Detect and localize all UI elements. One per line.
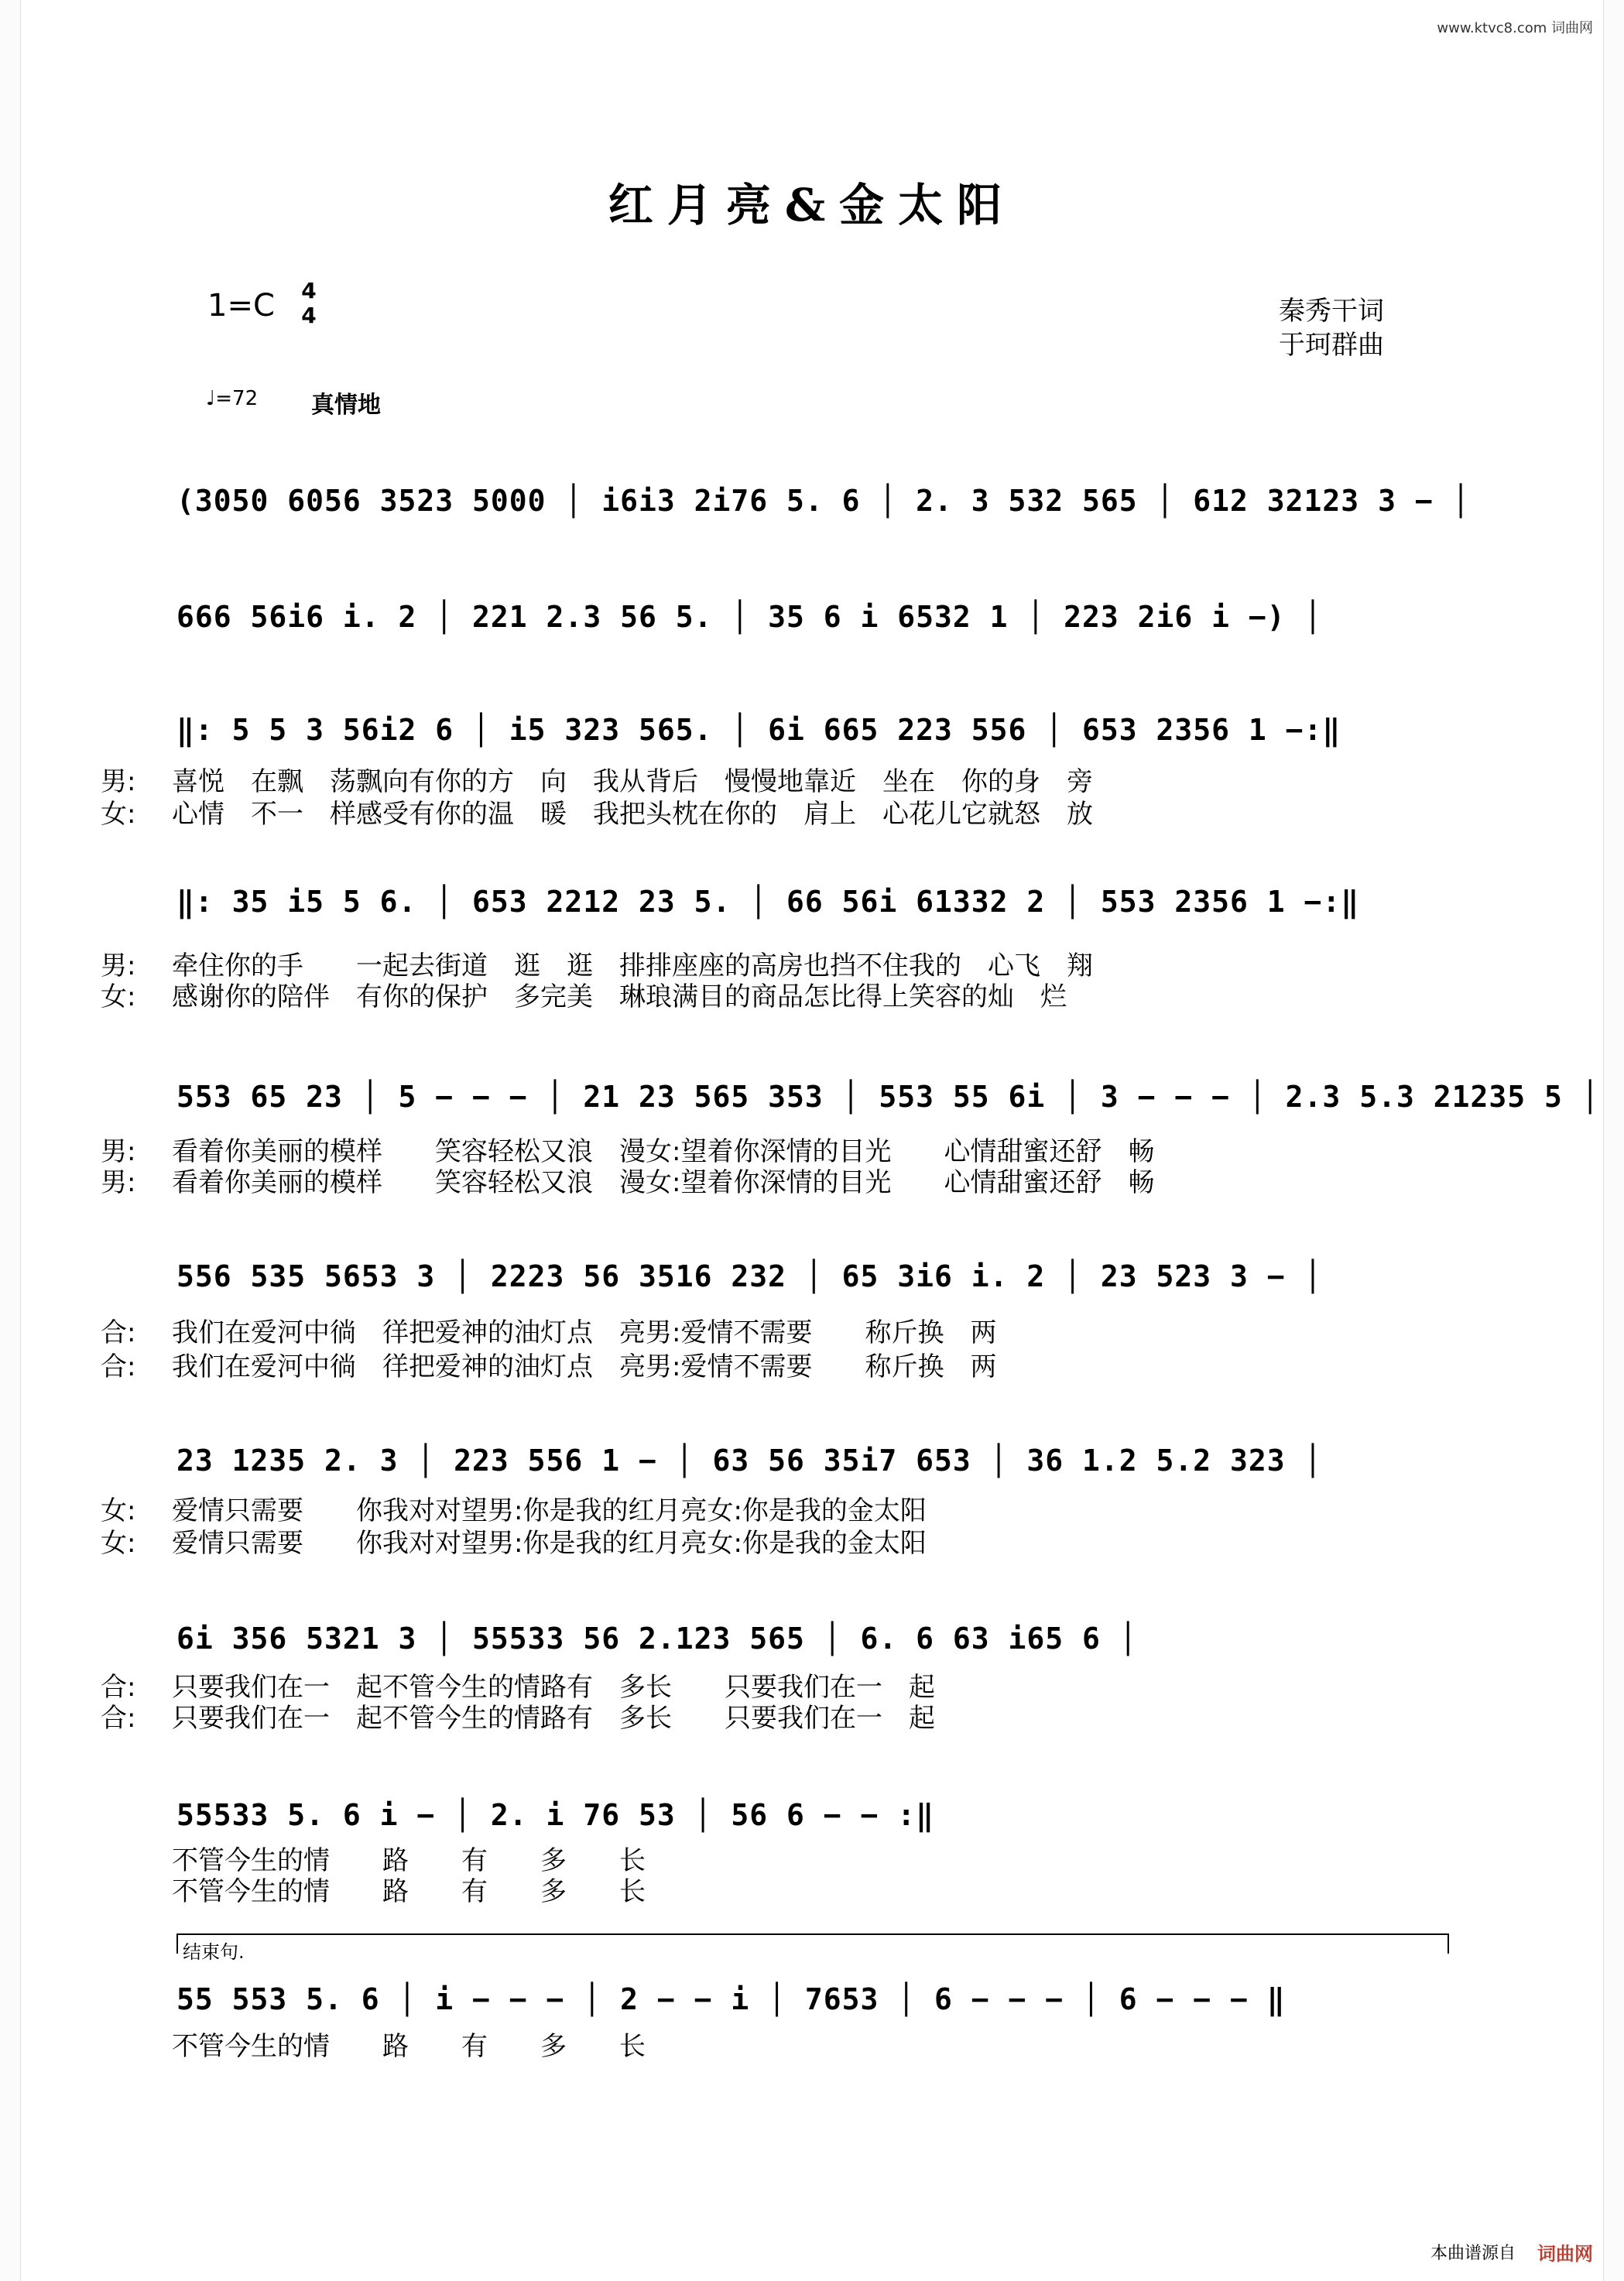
credits [1279, 294, 1384, 362]
lyric-text: 我们在爱河中徜 徉把爱神的油灯点 亮男:爱情不需要 称斤换 两 [172, 1351, 997, 1382]
ending-label: 结束句. [183, 1941, 245, 1963]
lyric-line [101, 981, 1463, 1012]
lyric-role: 男: [101, 950, 136, 981]
lyric-line [101, 1876, 1463, 1907]
staff-notes: (3050 6056 3523 5000 │ i6i3 2i76 5. 6 │ 2. 3 532 565 │ 612 32123 3 − │ [176, 484, 1471, 518]
lyric-role: 男: [101, 1136, 136, 1167]
footer-source: 本曲谱源自 [1430, 2244, 1516, 2263]
lyric-role: 女: [101, 1528, 136, 1559]
staff-line [176, 875, 1454, 929]
lyric-line [101, 950, 1463, 981]
staff-notes: 553 65 23 │ 5 − − − │ 21 23 565 353 │ 553 55 6i │ 3 − − − │ 2.3 5.3 21235 5 │ [176, 1080, 1600, 1114]
staff-line [176, 1070, 1600, 1124]
staff-line [176, 1611, 1454, 1666]
lyric-role: 合: [101, 1672, 136, 1703]
staff-line [176, 474, 1471, 528]
lyric-text: 看着你美丽的模样 笑容轻松又浪 漫女:望着你深情的目光 心情甜蜜还舒 畅 [172, 1167, 1155, 1198]
tempo-marking: ♩=72 [206, 387, 259, 410]
lyric-role: 合: [101, 1351, 136, 1382]
lyric-line [101, 1351, 1463, 1382]
staff-line [176, 703, 1454, 757]
composer: 于珂群曲 [1279, 330, 1384, 361]
lyric-text: 我们在爱河中徜 徉把爱神的油灯点 亮男:爱情不需要 称斤换 两 [172, 1317, 997, 1348]
lyric-line [101, 1672, 1463, 1703]
site-tag[interactable]: www.ktvc8.com 词曲网 [1437, 20, 1593, 36]
lyric-line [101, 799, 1463, 830]
staff-line [176, 590, 1454, 644]
lyric-line [101, 766, 1463, 797]
staff-notes: 23 1235 2. 3 │ 223 556 1 − │ 63 56 35i7 653 │ 36 1.2 5.2 323 │ [176, 1444, 1323, 1478]
lyric-text: 牵住你的手 一起去街道 逛 逛 排排座座的高房也挡不住我的 心飞 翔 [172, 950, 1093, 981]
lyric-line [101, 2031, 1463, 2062]
lyric-text: 爱情只需要 你我对对望男:你是我的红月亮女:你是我的金太阳 [172, 1528, 927, 1559]
lyric-role: 女: [101, 799, 136, 830]
staff-line [176, 1972, 1454, 2026]
staff-line [176, 1433, 1454, 1488]
lyric-line [101, 1528, 1463, 1559]
staff-notes: 556 535 5653 3 │ 2223 56 3516 232 │ 65 3i6 i. 2 │ 23 523 3 − │ [176, 1259, 1323, 1293]
lyric-role: 女: [101, 1495, 136, 1526]
lyric-line [101, 1495, 1463, 1526]
time-signature-bottom: 4 [301, 303, 317, 328]
time-signature [296, 279, 322, 328]
lyric-text: 心情 不一 样感受有你的温 暖 我把头枕在你的 肩上 心花儿它就怒 放 [172, 799, 1093, 830]
lyric-role: 男: [101, 1167, 136, 1198]
key-signature: 1=C [207, 288, 275, 324]
right-margin-strip [1603, 0, 1624, 2281]
staff-notes: 55 553 5. 6 │ i − − − │ 2 − − i │ 7653 │ 6 − − − │ 6 − − − ‖ [176, 1982, 1286, 2016]
lyric-role: 合: [101, 1317, 136, 1348]
staff-notes: 6i 356 5321 3 │ 55533 56 2.123 565 │ 6. 6 63 i65 6 │ [176, 1622, 1138, 1656]
lyric-line [101, 1136, 1463, 1167]
lyric-role: 合: [101, 1703, 136, 1734]
lyric-text: 不管今生的情 路 有 多 长 [172, 2031, 646, 2062]
lyric-text: 不管今生的情 路 有 多 长 [172, 1876, 646, 1907]
staff-notes: ‖: 35 i5 5 6. │ 653 2212 23 5. │ 66 56i 61332 2 │ 553 2356 1 −:‖ [176, 885, 1360, 919]
staff-notes: 666 56i6 i. 2 │ 221 2.3 56 5. │ 35 6 i 6532 1 │ 223 2i6 i −) │ [176, 600, 1323, 634]
left-margin-strip [0, 0, 21, 2281]
lyric-line [101, 1845, 1463, 1876]
lyric-text: 只要我们在一 起不管今生的情路有 多长 只要我们在一 起 [172, 1672, 935, 1703]
lyric-text: 爱情只需要 你我对对望男:你是我的红月亮女:你是我的金太阳 [172, 1495, 927, 1526]
lyric-line [101, 1703, 1463, 1734]
lyric-text: 只要我们在一 起不管今生的情路有 多长 只要我们在一 起 [172, 1703, 935, 1734]
staff-line [176, 1788, 1454, 1842]
staff-line [176, 1249, 1454, 1303]
staff-notes: 55533 5. 6 i − │ 2. i 76 53 │ 56 6 − − :‖ [176, 1798, 934, 1832]
ending-bracket [176, 1933, 1449, 1954]
lyricist: 秦秀干词 [1279, 296, 1384, 327]
lyric-text: 感谢你的陪伴 有你的保护 多完美 琳琅满目的商品怎比得上笑容的灿 烂 [172, 981, 1067, 1012]
lyric-role: 女: [101, 981, 136, 1012]
lyric-role: 男: [101, 766, 136, 797]
song-title: 红月亮&金太阳 [608, 179, 1016, 231]
lyric-text: 不管今生的情 路 有 多 长 [172, 1845, 646, 1876]
expression-marking: 真情地 [311, 392, 381, 419]
time-signature-top: 4 [301, 278, 317, 303]
footer-brand-link[interactable]: 词曲网 [1537, 2243, 1593, 2265]
lyric-text: 看着你美丽的模样 笑容轻松又浪 漫女:望着你深情的目光 心情甜蜜还舒 畅 [172, 1136, 1155, 1167]
lyric-line [101, 1167, 1463, 1198]
lyric-text: 喜悦 在飘 荡飘向有你的方 向 我从背后 慢慢地靠近 坐在 你的身 旁 [172, 766, 1093, 797]
lyric-line [101, 1317, 1463, 1348]
staff-notes: ‖: 5 5 3 56i2 6 │ i5 323 565. │ 6i 665 223 556 │ 653 2356 1 −:‖ [176, 713, 1341, 747]
